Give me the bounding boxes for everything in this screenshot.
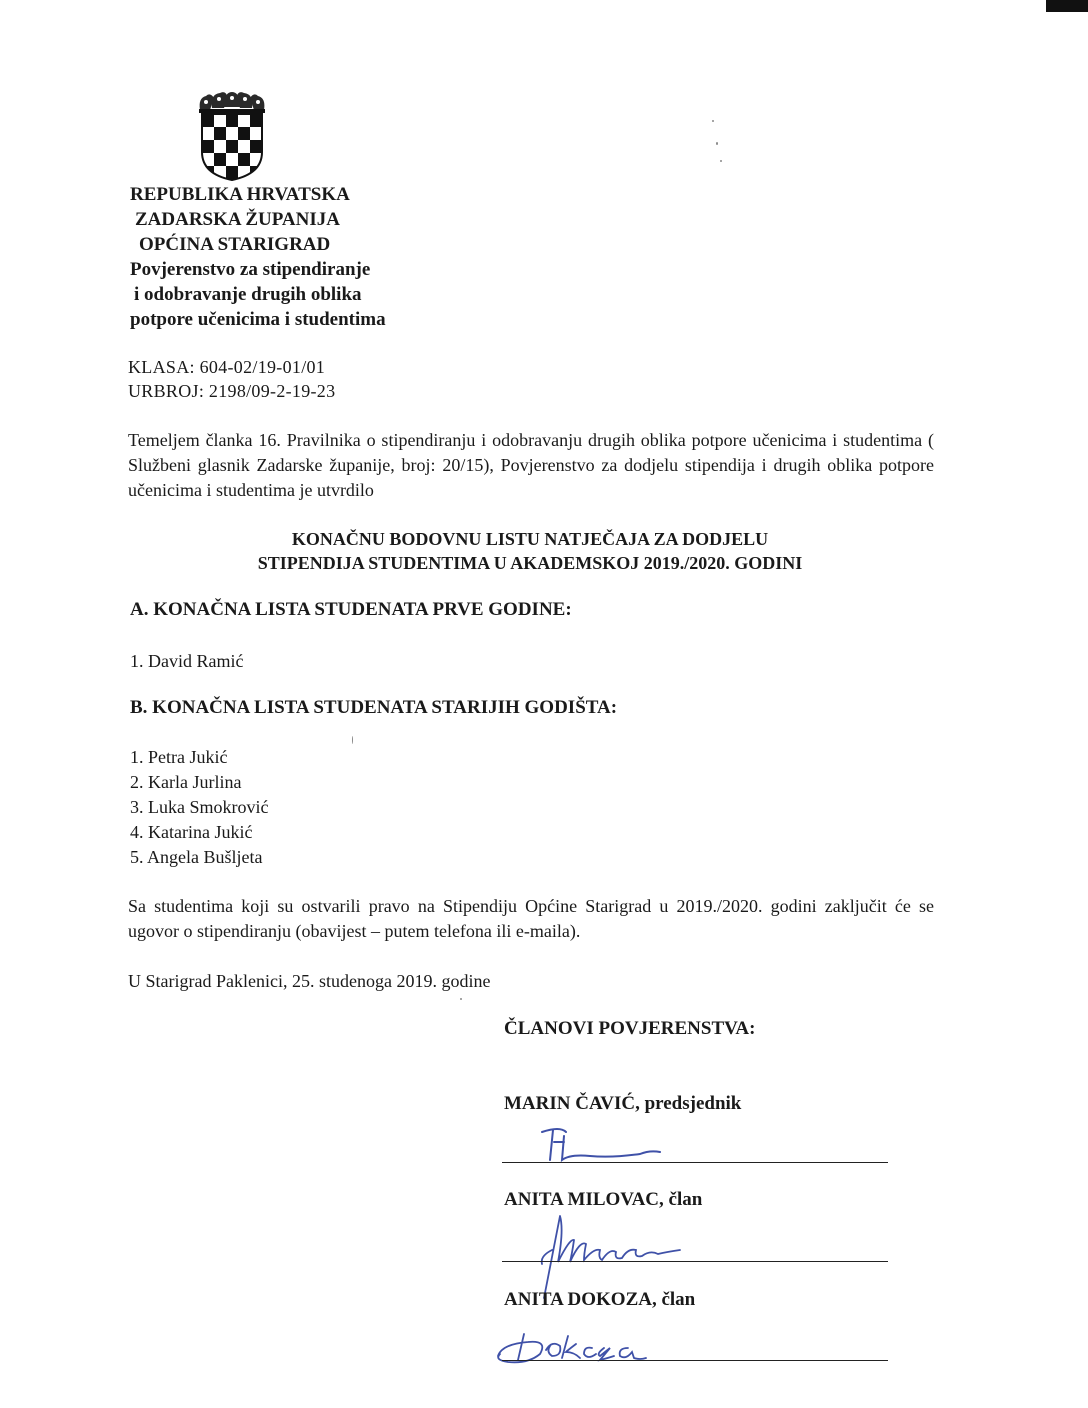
section-b-heading: B. KONAČNA LISTA STUDENATA STARIJIH GODIŠTA: [130, 697, 618, 718]
signature-line [502, 1360, 888, 1361]
committee-members-heading: ČLANOVI POVJERENSTVA: [504, 1018, 756, 1039]
header-county: ZADARSKA ŽUPANIJA [135, 209, 340, 230]
signatory-label: MARIN ČAVIĆ, predsjednik [504, 1093, 742, 1114]
signature-line [502, 1261, 888, 1262]
scan-speck [460, 998, 462, 1000]
scan-speck [712, 120, 714, 122]
closing-paragraph: Sa studentima koji su ostvarili pravo na Stipendiju Općine Starigrad u 2019./2020. godini zaključit će se ugovor o stipendiranju (obavijest – putem telefona ili e-maila). [128, 896, 934, 941]
scan-speck [720, 160, 722, 162]
document-title-line1: KONAČNU BODOVNU LISTU NATJEČAJA ZA DODJELU [291, 529, 769, 549]
document-title-line2: STIPENDIJA STUDENTIMA U AKADEMSKOJ 2019./2020. GODINI [257, 553, 803, 573]
scan-edge-mark [1046, 0, 1088, 12]
header-committee-line3: potpore učenicima i studentima [130, 309, 386, 330]
header-country: REPUBLIKA HRVATSKA [130, 184, 350, 205]
header-committee-line2: i odobravanje drugih oblika [134, 284, 362, 305]
scan-speck [716, 142, 718, 145]
signature-line [502, 1162, 888, 1163]
section-b-item: 3. Luka Smokrović [130, 797, 269, 817]
section-a-heading: A. KONAČNA LISTA STUDENATA PRVE GODINE: [130, 599, 572, 620]
urbroj-ref: URBROJ: 2198/09-2-19-23 [128, 381, 336, 401]
place-date: U Starigrad Paklenici, 25. studenoga 2019. godine [128, 971, 491, 991]
intro-paragraph: Temeljem članka 16. Pravilnika o stipendiranju i odobravanju drugih oblika potpore učenicima i studentima ( Službeni glasnik Zadarske županije, broj: 20/15), Povjerenstvo za dodjelu stipendija i drugih oblika potpore učenicima i studentima je utvrdilo [128, 430, 934, 500]
klasa-ref: KLASA: 604-02/19-01/01 [128, 357, 326, 377]
coat-of-arms-icon [196, 90, 268, 182]
scan-speck [352, 736, 353, 744]
handwritten-signature [488, 1320, 678, 1370]
signatory-label: ANITA MILOVAC, član [504, 1189, 703, 1210]
section-a-item: 1. David Ramić [130, 651, 244, 671]
header-municipality: OPĆINA STARIGRAD [139, 234, 331, 255]
handwritten-signature [530, 1210, 690, 1300]
header-committee-line1: Povjerenstvo za stipendiranje [130, 259, 371, 280]
section-b-item: 4. Katarina Jukić [130, 822, 253, 842]
section-b-item: 2. Karla Jurlina [130, 772, 242, 792]
section-b-item: 1. Petra Jukić [130, 747, 228, 767]
section-b-item: 5. Angela Bušljeta [130, 847, 263, 867]
signatory-label: ANITA DOKOZA, član [504, 1289, 696, 1310]
